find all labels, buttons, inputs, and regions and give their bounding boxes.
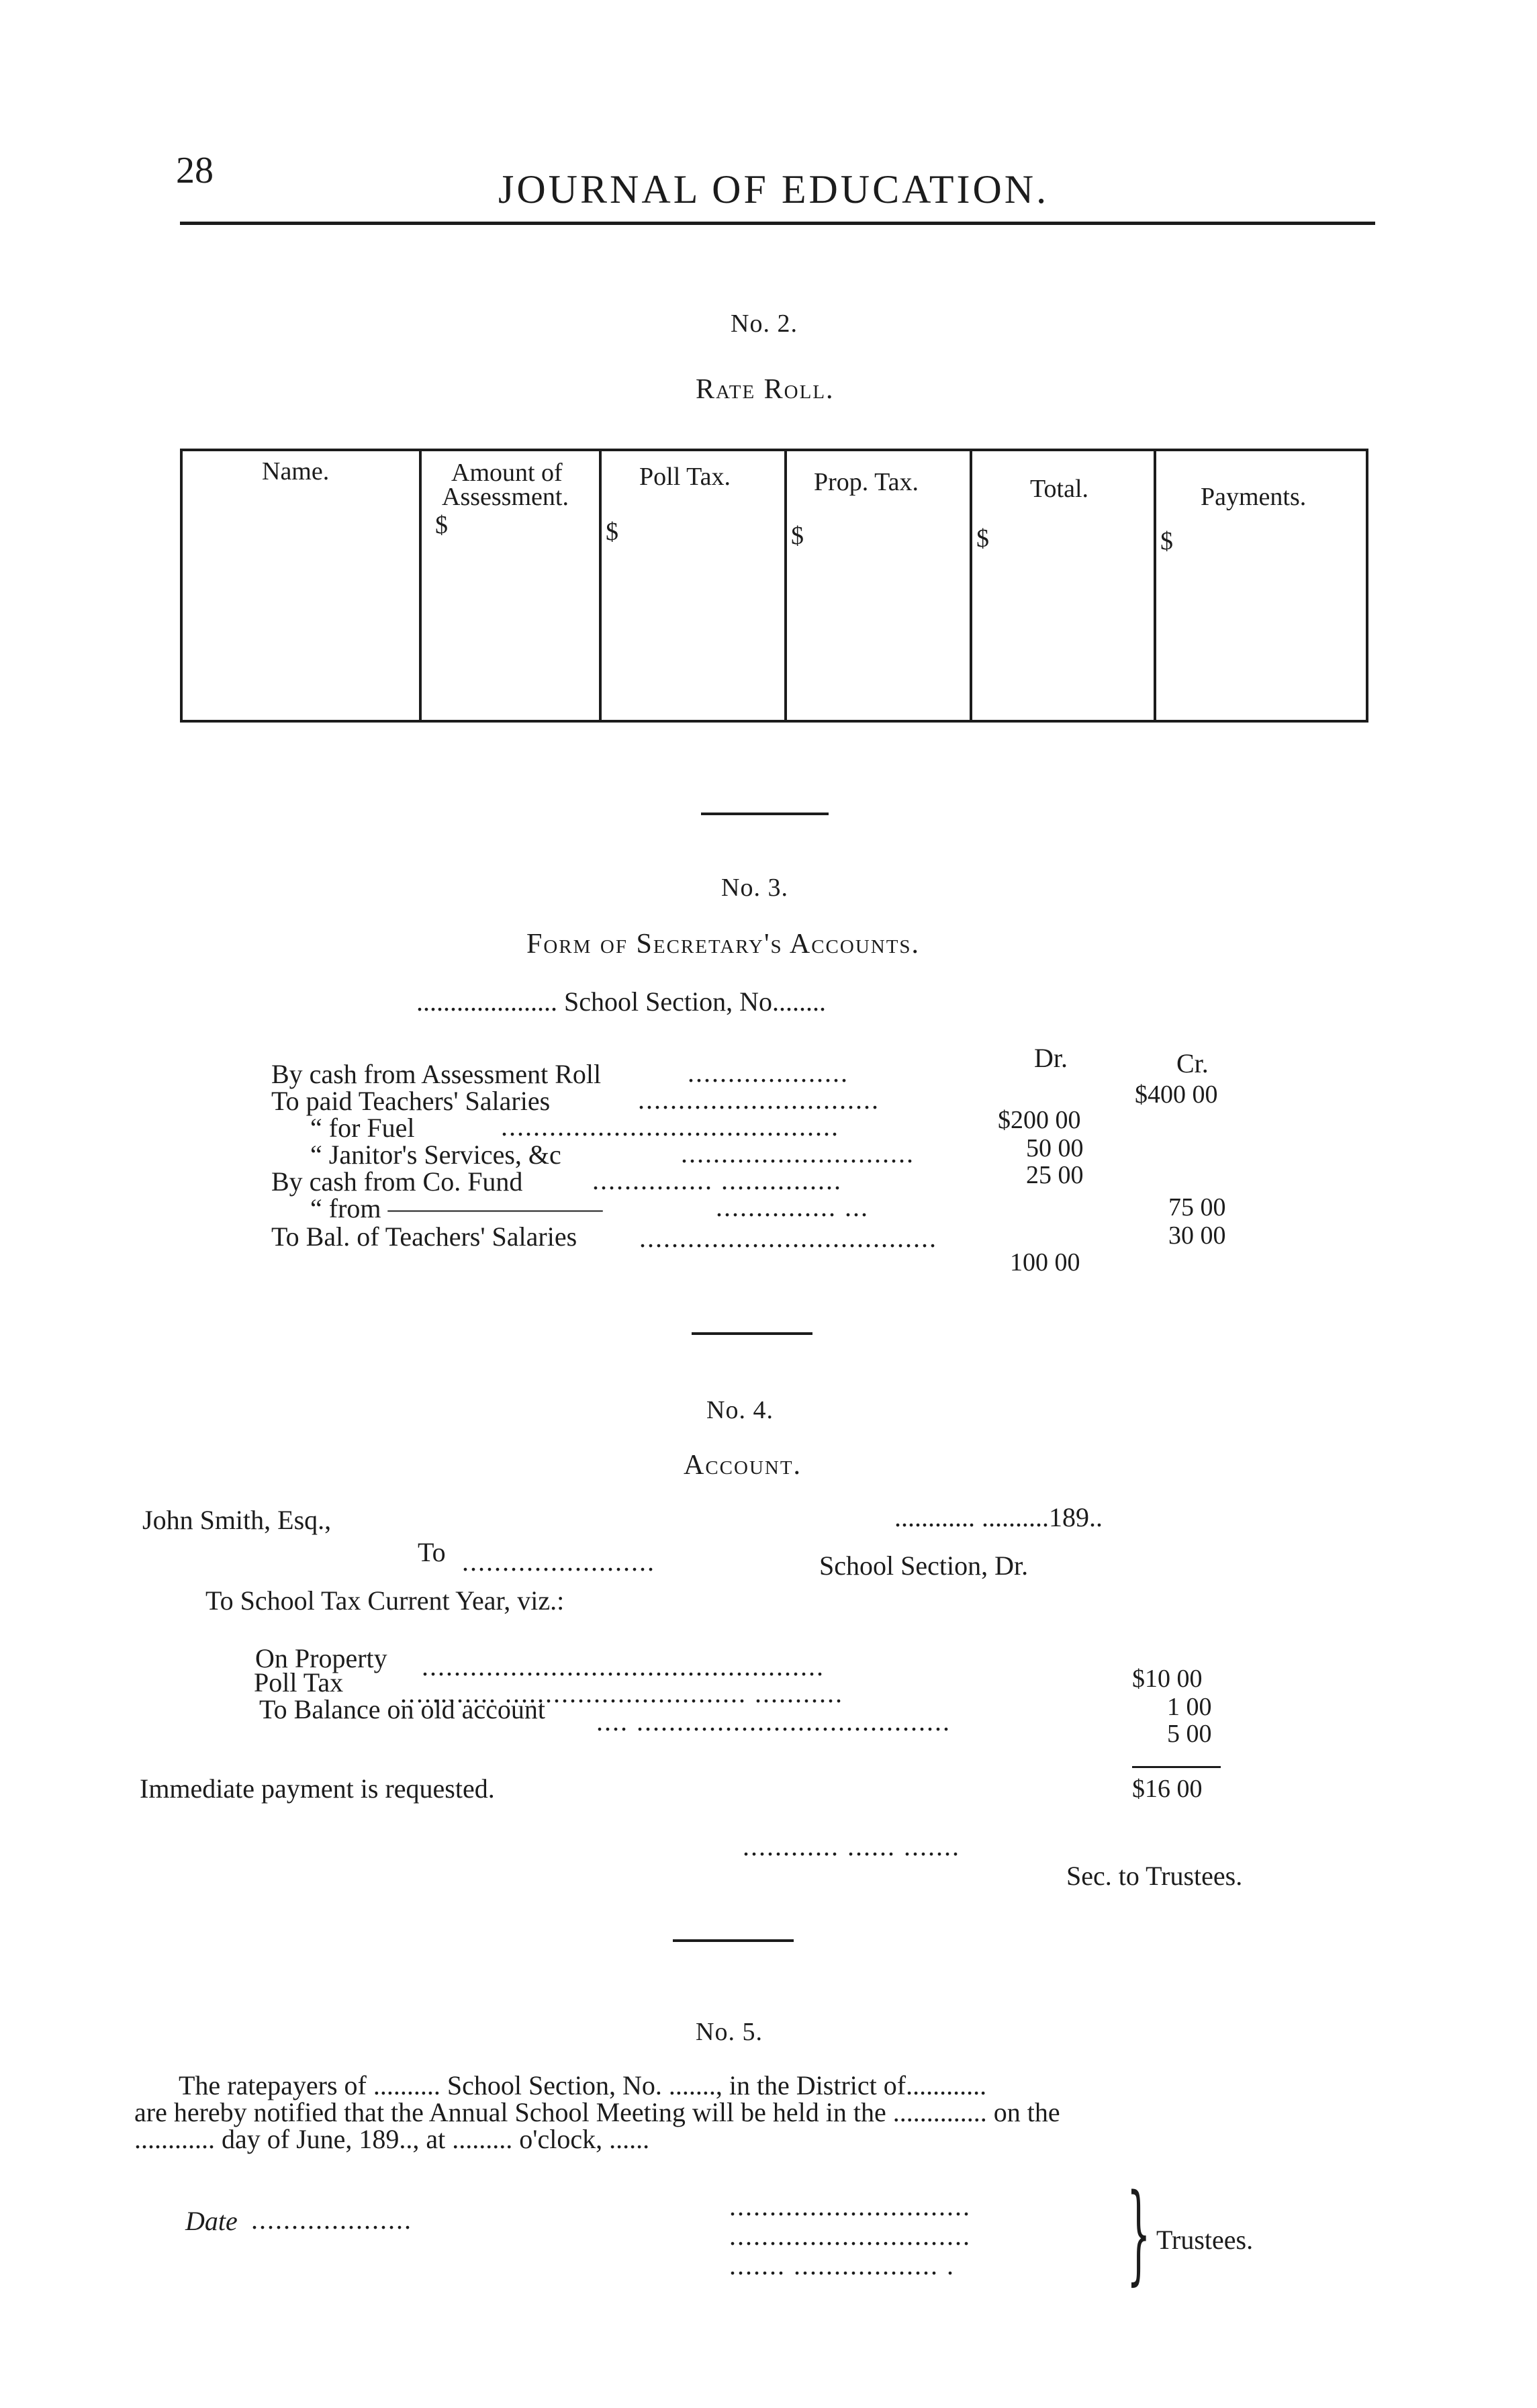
school-tax-intro: To School Tax Current Year, viz.: [205,1585,565,1616]
dr-amount: 25 00 [1026,1161,1084,1189]
account-row-text: “ for Fuel [310,1113,415,1143]
leader-dots: ........................ [462,1546,655,1577]
secretary-accounts-title: Form of Secretary's Accounts. [526,929,921,960]
signature-label: Sec. to Trustees. [1066,1861,1243,1891]
account-title: Account. [684,1450,802,1481]
column-divider [599,451,602,720]
notice-line-2: are hereby notified that the Annual School Meeting will be held in the .............. on the [134,2097,1060,2127]
leader-dots: ............ .............................. ........... [400,1678,843,1708]
right-brace: } [1127,2170,1151,2296]
column-header-payments: Payments. [1201,483,1307,511]
trustees-label: Trustees. [1156,2225,1254,2255]
dr-amount: 50 00 [1026,1134,1084,1162]
leader-dots: ..................................... [639,1223,937,1253]
dr-label: Dr. [1034,1043,1068,1073]
leader-dots: .............................. [638,1084,880,1115]
column-header-total: Total. [1030,475,1089,503]
date-label: Date [185,2206,238,2236]
cr-label: Cr. [1176,1048,1209,1078]
school-section-line: ..................... School Section, No........ [416,986,826,1017]
school-section-dr: School Section, Dr. [819,1550,1029,1581]
journal-title: JOURNAL OF EDUCATION. [498,167,1050,212]
item-text: On Property [255,1643,387,1673]
cr-amount: 30 00 [1168,1221,1226,1250]
column-divider [1154,451,1156,720]
date-line: ............ ..........189.. [894,1502,1103,1532]
leader-dots: ............... ............... [592,1165,842,1195]
section-divider [692,1332,812,1335]
dr-amount: 100 00 [1010,1248,1080,1277]
column-header-prop-tax: Prop. Tax. [814,468,919,496]
account-row-text: By cash from Co. Fund [271,1166,523,1197]
cr-amount: $400 00 [1135,1080,1218,1109]
rate-roll-title: Rate Roll. [696,374,835,405]
column-divider [784,451,787,720]
dollar-sign: $ [791,522,804,550]
trustee-signature-dots: .............................. [729,2191,971,2221]
leader-dots: .................... [688,1058,849,1088]
item-text: To Balance on old account [259,1694,545,1724]
dollar-sign: $ [976,524,989,553]
payment-request: Immediate payment is requested. [140,1773,495,1804]
leader-dots: ............................. [681,1138,915,1168]
account-row-text: “ from ———————— [310,1193,603,1223]
dollar-sign: $ [606,518,618,546]
leader-dots: ............... ... [716,1192,869,1222]
item-amount: 5 00 [1167,1720,1212,1748]
item-amount: $10 00 [1132,1665,1203,1693]
column-header-assessment-line1: Amount of [451,459,563,487]
dollar-sign: $ [435,511,448,539]
rate-roll-table [180,449,1368,723]
leader-dots: .... ....................................... [596,1706,951,1736]
section-divider [673,1939,794,1942]
item-text: Poll Tax [254,1667,344,1698]
account-number: No. 4. [706,1396,774,1424]
secretary-accounts-number: No. 3. [721,874,788,902]
column-header-poll-tax: Poll Tax. [639,463,731,491]
notice-line-3: ............ day of June, 189.., at ......... o'clock, ...... [134,2124,650,2154]
section-divider [701,813,829,815]
leader-dots: .................................................. [422,1651,825,1681]
header-rule [180,222,1375,225]
addressee: John Smith, Esq., [142,1505,332,1535]
dollar-sign: $ [1160,527,1173,555]
date-dots: .................... [251,2205,412,2235]
column-divider [419,451,422,720]
signature-dots: ............ ...... ....... [743,1831,960,1861]
account-row-text: “ Janitor's Services, &c [310,1140,561,1170]
trustee-signature-dots: ....... .................. . [729,2250,955,2280]
leader-dots: .......................................... [501,1111,839,1142]
account-row-text: To Bal. of Teachers' Salaries [271,1221,577,1252]
notice-number: No. 5. [696,2018,763,2046]
trustee-signature-dots: .............................. [729,2221,971,2251]
cr-amount: 75 00 [1168,1193,1226,1221]
account-row-text: By cash from Assessment Roll [271,1059,602,1089]
column-header-name: Name. [262,457,330,485]
notice-line-1: The ratepayers of .......... School Section, No. ......., in the District of............ [179,2070,987,2100]
column-divider [970,451,972,720]
account-row-text: To paid Teachers' Salaries [271,1086,551,1116]
page-number: 28 [176,150,214,191]
column-header-assessment-line2: Assessment. [442,483,569,511]
item-amount: 1 00 [1167,1693,1212,1721]
rate-roll-number: No. 2. [731,310,798,338]
dr-amount: $200 00 [998,1106,1081,1134]
to-prefix: To [418,1537,446,1567]
total-rule [1132,1766,1221,1768]
total-amount: $16 00 [1132,1775,1203,1803]
